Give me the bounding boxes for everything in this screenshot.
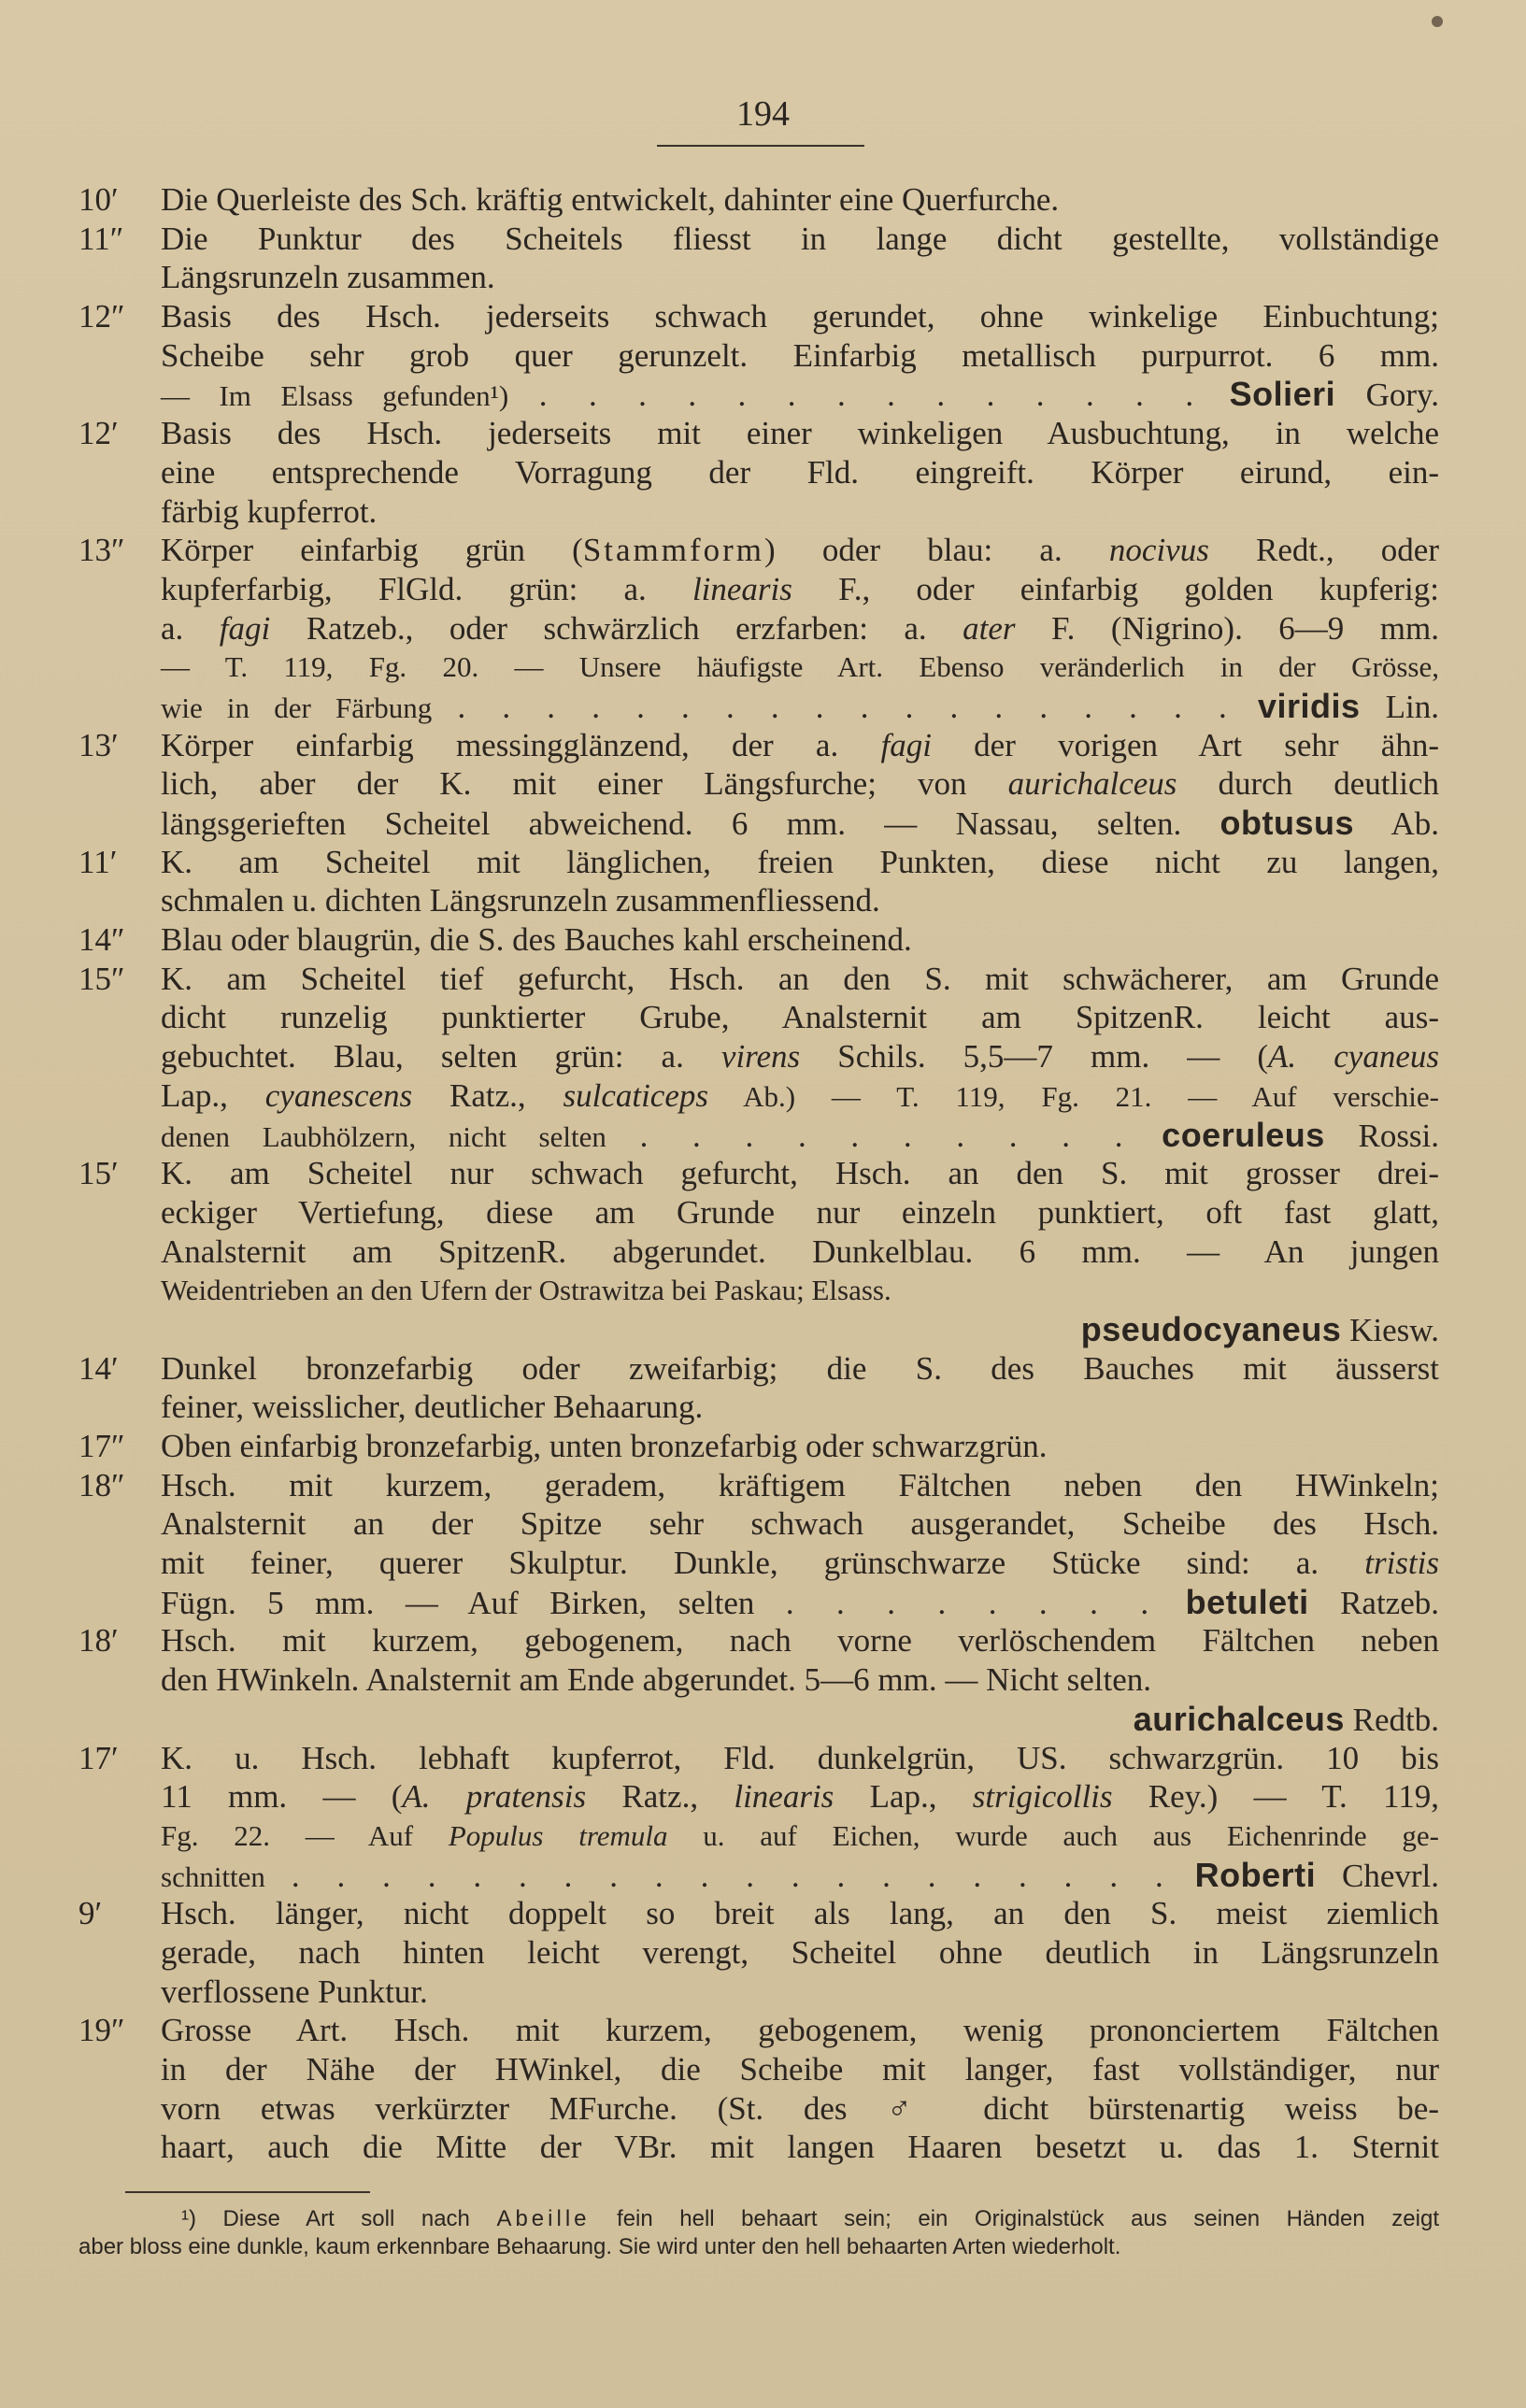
aberration-name: virens [720, 1038, 801, 1076]
entry-number: 14′ [78, 1349, 119, 1387]
entry-line: Basis des Hsch. jederseits schwach gerundet, ohne winkelige Einbuchtung; [161, 298, 1439, 335]
key-entry-13-double-prime [0, 531, 1526, 725]
entry-line: Hsch. mit kurzem, geradem, kräftigem Fältchen neben den HWinkeln; [161, 1466, 1439, 1503]
key-entry-9-prime [0, 1894, 1526, 2011]
species-author: Redtb. [1352, 1701, 1439, 1738]
entry-line: färbig kupferrot. [161, 492, 378, 530]
species-author: Ratzeb. [1340, 1584, 1440, 1621]
entry-line: K. u. Hsch. lebhaft kupferrot, Fld. dunkelgrün, US. schwarzgrün. 10 bis [161, 1739, 1439, 1776]
entry-line: Hsch. mit kurzem, gebogenem, nach vorne verlöschendem Fältchen neben [161, 1622, 1439, 1660]
header-rule [657, 145, 864, 147]
locality-text: schnitten [161, 1859, 265, 1893]
synonym-name: A. pratensis [402, 1778, 587, 1816]
species-name: viridis [1257, 686, 1361, 725]
entry-number: 15″ [78, 960, 125, 997]
locality-text: denen Laubhölzern, nicht selten [161, 1119, 606, 1153]
entry-line: Oben einfarbig bronzefarbig, unten bronzefarbig oder schwarzgrün. [161, 1428, 1048, 1464]
entry-line: Weidentrieben an den Ufern der Ostrawitza bei Paskau; Elsass. [161, 1274, 891, 1307]
synonym-name: linearis [734, 1778, 834, 1816]
aberration-name: ater [963, 609, 1016, 647]
species-name: Roberti [1194, 1855, 1317, 1894]
species-name: Solieri [1229, 375, 1336, 414]
key-entry-12-prime [0, 414, 1526, 531]
aberration-name: nocivus [1108, 532, 1209, 569]
species-author: Kiesw. [1349, 1311, 1439, 1348]
synonym-name: strigicollis [972, 1778, 1113, 1816]
entry-line: gerade, nach hinten leicht verengt, Scheitel ohne deutlich in Längsrunzeln [161, 1933, 1439, 1971]
entry-line: feiner, weisslicher, deutlicher Behaarung. [161, 1389, 704, 1426]
footnote-mark: ¹) [181, 2206, 196, 2231]
entry-line: Körper einfarbig grün (Stammform) oder blau: a. nocivus Redt., oder [161, 532, 1439, 569]
synonym-name: sulcaticeps [563, 1076, 709, 1114]
key-entry-17-double-prime [0, 1427, 1526, 1466]
key-entries [0, 180, 1526, 2167]
entry-line: mit feiner, querer Skulptur. Dunkle, grünschwarze Stücke sind: a. tristis [161, 1545, 1439, 1582]
entry-line: lich, aber der K. mit einer Längsfurche; von aurichalceus durch deutlich [161, 765, 1440, 803]
species-name: coeruleus [1162, 1115, 1325, 1154]
entry-line: Körper einfarbig messingglänzend, der a. fagi der vorigen Art sehr ähn- [161, 726, 1439, 763]
synonym-name: A. cyaneus [1268, 1038, 1439, 1076]
entry-line: K. am Scheitel nur schwach gefurcht, Hsch. an den S. mit grosser drei- [161, 1155, 1439, 1192]
species-reference: aurichalceus [1007, 765, 1177, 803]
entry-number: 19″ [78, 2012, 125, 2049]
entry-number: 10′ [78, 181, 119, 218]
entry-line: haart, auch die Mitte der VBr. mit langen Haaren besetzt u. das 1. Sternit [161, 2129, 1439, 2166]
entry-line: Hsch. länger, nicht doppelt so breit als lang, an den S. meist ziemlich [161, 1895, 1439, 1932]
entry-line: den HWinkeln. Analsternit am Ende abgerundet. 5—6 mm. — Nicht selten. [161, 1661, 1152, 1699]
entry-number: 18′ [78, 1622, 119, 1660]
key-entry-14-prime [0, 1349, 1526, 1427]
leader-dots: . . . . . . . . [785, 1584, 1155, 1621]
entry-line: längsgerieften Scheitel abweichend. 6 mm. — Nassau, selten. [161, 805, 1182, 842]
form-name: Stammform [582, 532, 765, 569]
entry-number: 17″ [78, 1428, 125, 1464]
key-entry-15-prime [0, 1154, 1526, 1348]
entry-number: 11″ [78, 220, 124, 257]
entry-number: 18″ [78, 1466, 125, 1503]
entry-line: K. am Scheitel mit länglichen, freien Punkten, diese nicht zu langen, [161, 843, 1439, 880]
aberration-name: tristis [1364, 1545, 1439, 1582]
aberration-name: fagi [880, 726, 932, 763]
entry-line: in der Nähe der HWinkel, die Scheibe mit langer, fast vollständiger, nur [161, 2051, 1439, 2087]
entry-number: 12′ [78, 415, 119, 452]
key-entry-18-prime [0, 1621, 1526, 1738]
species-name: obtusus [1219, 804, 1355, 842]
species-author: Ab. [1391, 805, 1439, 842]
footnote-rule [125, 2191, 370, 2193]
entry-line: Fg. 22. — Auf Populus tremula u. auf Eichen, wurde auch aus Eichenrinde ge- [161, 1818, 1439, 1852]
footnote: ¹) Diese Art soll nach Abeille fein hell behaart sein; ein Originalstück aus seinen Händen zeigt aber bloss eine dunkle, kaum erkennbare Behaarung. Sie wird unter den hell behaarten Arten wiederholt. [78, 2206, 1439, 2259]
entry-line: Grosse Art. Hsch. mit kurzem, gebogenem, wenig prononciertem Fältchen [161, 2012, 1439, 2049]
entry-number: 13″ [78, 532, 125, 569]
entry-line: kupferfarbig, FlGld. grün: a. linearis F., oder einfarbig golden kupferig: [161, 570, 1439, 607]
entry-line: gebuchtet. Blau, selten grün: a. virens Schils. 5,5—7 mm. — (A. cyaneus [161, 1038, 1439, 1076]
key-entry-19-double-prime [0, 2011, 1526, 2167]
entry-line: Blau oder blaugrün, die S. des Bauches kahl erscheinend. [161, 921, 912, 959]
entry-line: Analsternit an der Spitze sehr schwach ausgerandet, Scheibe des Hsch. [161, 1505, 1439, 1543]
species-name: betuleti [1185, 1582, 1309, 1621]
entry-line: Die Punktur des Scheitels fliesst in lange dicht gestellte, vollständige [161, 220, 1439, 257]
entry-line: Analsternit am SpitzenR. abgerundet. Dunkelblau. 6 mm. — An jungen [161, 1232, 1439, 1270]
entry-line: dicht runzelig punktierter Grube, Analsternit am SpitzenR. leicht aus- [161, 999, 1439, 1036]
leader-dots: . . . . . . . . . . . . . . [538, 377, 1200, 414]
entry-number: 17′ [78, 1739, 119, 1776]
page-number: 194 [736, 94, 790, 134]
locality-text: — Im Elsass gefunden¹) [161, 379, 509, 413]
entry-line: eckiger Vertiefung, diese am Grunde nur einzeln punktiert, oft fast glatt, [161, 1193, 1439, 1231]
key-entry-10-prime [0, 180, 1526, 220]
footnote-line: aber bloss eine dunkle, kaum erkennbare Behaarung. Sie wird unter den hell behaarten Arten wiederholt. [78, 2234, 1121, 2259]
key-entry-14-double-prime [0, 920, 1526, 960]
locality-text: wie in der Färbung [161, 691, 433, 724]
leader-dots: . . . . . . . . . . . . . . . . . . . . [291, 1857, 1169, 1894]
species-author: Rossi. [1358, 1117, 1440, 1154]
species-author: Chevrl. [1342, 1857, 1440, 1894]
key-entry-17-prime [0, 1739, 1526, 1895]
entry-number: 14″ [78, 921, 125, 959]
species-author: Gory. [1365, 377, 1440, 414]
key-entry-15-double-prime [0, 960, 1526, 1154]
synonym-name: cyanescens [264, 1076, 413, 1114]
key-entry-12-double-prime [0, 297, 1526, 414]
entry-line: a. fagi Ratzeb., oder schwärzlich erzfarben: a. ater F. (Nigrino). 6—9 mm. [161, 609, 1439, 647]
species-author: Lin. [1385, 688, 1440, 725]
key-entry-18-double-prime [0, 1466, 1526, 1622]
cited-author: Abeille [496, 2206, 591, 2231]
aberration-name: fagi [219, 609, 271, 647]
entry-line: Längsrunzeln zusammen. [161, 259, 495, 296]
entry-number: 13′ [78, 726, 119, 763]
species-name: pseudocyaneus [1080, 1309, 1342, 1348]
entry-line: Lap., cyanescens Ratz., sulcaticeps Ab.) — T. 119, Fg. 21. — Auf verschie- [161, 1076, 1439, 1114]
locality-text: Fügn. 5 mm. — Auf Birken, selten [161, 1584, 755, 1621]
entry-line: eine entsprechende Vorragung der Fld. eingreift. Körper eirund, ein- [161, 453, 1439, 491]
ink-speck [1432, 16, 1443, 27]
entry-line: — T. 119, Fg. 20. — Unsere häufigste Art. Ebenso veränderlich in der Grösse, [161, 650, 1439, 684]
entry-number: 15′ [78, 1155, 119, 1192]
entry-line: 11 mm. — (A. pratensis Ratz., linearis Lap., strigicollis Rey.) — T. 119, [161, 1778, 1439, 1816]
leader-dots: . . . . . . . . . . . . . . . . . . [457, 688, 1233, 725]
entry-line: Die Querleiste des Sch. kräftig entwickelt, dahinter eine Querfurche. [161, 181, 1060, 218]
key-entry-11-double-prime [0, 220, 1526, 297]
entry-line: K. am Scheitel tief gefurcht, Hsch. an den S. mit schwächerer, am Grunde [161, 960, 1439, 997]
species-name: aurichalceus [1133, 1699, 1345, 1738]
host-plant-name: Populus tremula [448, 1818, 668, 1852]
entry-line: Basis des Hsch. jederseits mit einer winkeligen Ausbuchtung, in welche [161, 415, 1439, 452]
key-entry-13-prime [0, 726, 1526, 843]
entry-number: 12″ [78, 298, 125, 335]
entry-line: Scheibe sehr grob quer gerunzelt. Einfarbig metallisch purpurrot. 6 mm. [161, 336, 1439, 374]
entry-line: vorn etwas verkürzter MFurche. (St. des ♂ dicht bürstenartig weiss be- [161, 2089, 1439, 2127]
entry-number: 9′ [78, 1895, 103, 1932]
leader-dots: . . . . . . . . . . [639, 1117, 1129, 1154]
entry-line: schmalen u. dichten Längsrunzeln zusammenfliessend. [161, 882, 880, 919]
aberration-name: linearis [692, 570, 792, 607]
entry-number: 11′ [78, 843, 118, 880]
entry-line: Dunkel bronzefarbig oder zweifarbig; die S. des Bauches mit äusserst [161, 1349, 1439, 1387]
entry-line: verflossene Punktur. [161, 1973, 428, 2010]
key-entry-11-prime [0, 843, 1526, 920]
